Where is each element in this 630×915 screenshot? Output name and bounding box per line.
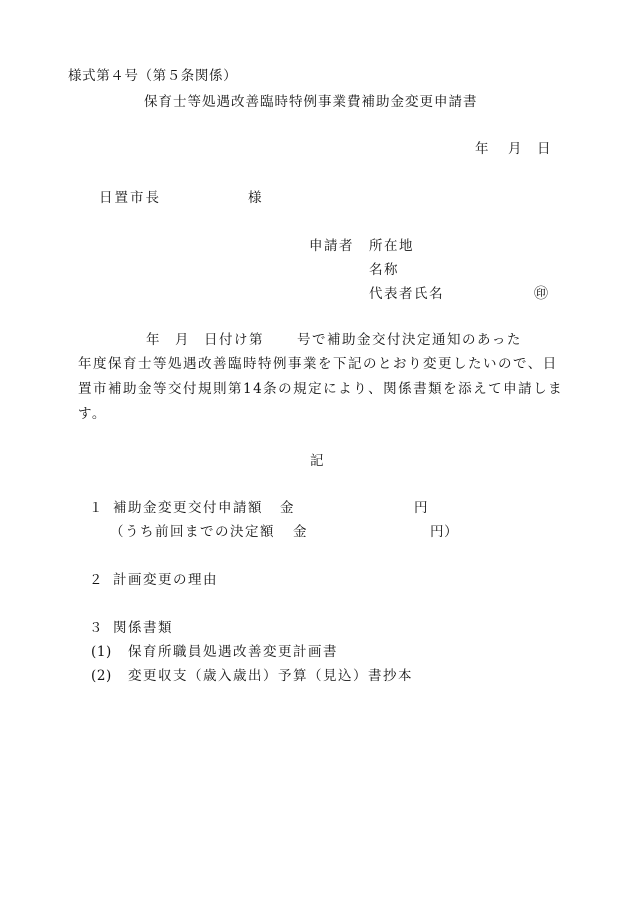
body-year: 年: [146, 332, 161, 348]
body-line-2: 年度保育士等処遇改善臨時特例事業を下記のとおり変更したいので、日: [78, 356, 558, 372]
item1-sub-open: （うち前回までの決定額: [110, 524, 275, 540]
body-paragraph: [78, 352, 568, 427]
body-line-3: 置市補助金等交付規則第14条の規定により、関係書類を添えて申請しま: [78, 381, 564, 397]
item2-label: 計画変更の理由: [113, 572, 218, 588]
item3-number: ３: [89, 620, 104, 636]
item1-sub-close: 円）: [430, 524, 459, 540]
applicant-rep-label: 代表者氏名: [369, 286, 444, 302]
item2-number: ２: [89, 572, 104, 588]
applicant-address-label: 所在地: [369, 238, 414, 254]
seal-mark: ㊞: [534, 286, 549, 302]
applicant-name-label: 名称: [369, 262, 399, 278]
body-line1-rest: 号で補助金交付決定通知のあった: [297, 332, 522, 348]
body-day-prefix: 日付け第: [204, 332, 264, 348]
body-month: 月: [175, 332, 190, 348]
doc1-number: (1): [91, 644, 112, 660]
date-month-label: 月: [508, 141, 523, 157]
item1-sub-kin: 金: [293, 524, 308, 540]
item1-kin: 金: [280, 500, 295, 516]
doc1-label: 保育所職員処遇改善変更計画書: [128, 644, 338, 660]
item1-yen: 円: [414, 500, 429, 516]
body-line-4: す。: [78, 406, 107, 422]
doc2-label: 変更収支（歳入歳出）予算（見込）書抄本: [128, 668, 413, 684]
item1-number: １: [89, 500, 104, 516]
doc2-number: (2): [91, 668, 112, 684]
date-day-label: 日: [537, 141, 552, 157]
addressee-honorific: 様: [248, 190, 263, 206]
date-year-label: 年: [475, 141, 490, 157]
ki-heading: 記: [310, 453, 325, 469]
document-title: 保育士等処遇改善臨時特例事業費補助金変更申請書: [144, 94, 478, 110]
addressee-name: 日置市長: [99, 190, 161, 206]
item1-label: 補助金変更交付申請額: [113, 500, 263, 516]
item3-label: 関係書類: [113, 620, 173, 636]
applicant-label: 申請者: [309, 238, 354, 254]
form-number: 様式第４号（第５条関係）: [68, 68, 238, 84]
